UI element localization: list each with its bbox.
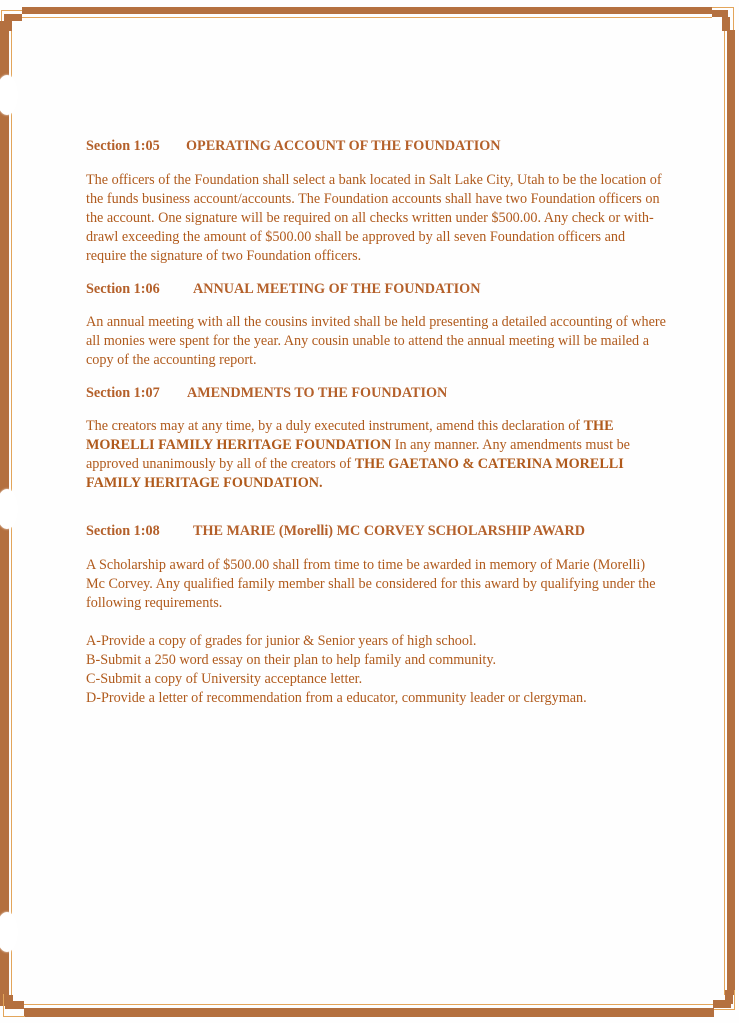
section-number: Section 1:08 [86,523,160,539]
document-body [86,137,666,708]
requirements-list [86,632,666,708]
section-body: An annual meeting with all the cousins invited shall be held presenting a detailed accounting of where all monies were spent for the year. Any cousin unable to attend the annual meeting will be mailed a copy of the accounting report. [86,314,666,368]
section-title: OPERATING ACCOUNT OF THE FOUNDATION [186,138,501,154]
section-number: Section 1:07 [86,385,160,401]
hole-punch [0,75,18,115]
foundation-name: THE MORELLI FAMILY HERITAGE FOUNDATION [86,418,614,453]
section-body [86,417,666,493]
requirement-item: B-Submit a 250 word essay on their plan to help family and community. [86,652,497,668]
section-1-06 [86,280,666,370]
section-heading [86,280,666,299]
section-heading [86,522,666,541]
section-number: Section 1:05 [86,138,160,154]
body-text: In any manner. Any amendments must be approved unanimously by all of the creators of [86,437,630,472]
requirement-item: A-Provide a copy of grades for junior & Senior years of high school. [86,633,477,649]
requirement-item: D-Provide a letter of recommendation from a educator, community leader or clergyman. [86,690,587,706]
section-1-08 [86,522,666,708]
section-title: ANNUAL MEETING OF THE FOUNDATION [193,281,481,297]
body-text: The creators may at any time, by a duly executed instrument, amend this declaration of [86,418,581,434]
section-heading [86,384,666,403]
section-title: THE MARIE (Morelli) MC CORVEY SCHOLARSHIP AWARD [193,523,586,539]
foundation-full-name: THE GAETANO & CATERINA MORELLI FAMILY HERITAGE FOUNDATION. [86,456,624,491]
hole-punch [0,912,18,952]
section-body: The officers of the Foundation shall select a bank located in Salt Lake City, Utah to be the location of the funds business account/accounts. The Foundation accounts shall have two Foundation officers on the account. One signature will be required on all checks written under $500.00. Any check or with-drawl exceeding the amount of $500.00 shall be approved by all seven Foundation officers and require the signature of two Foundation officers. [86,172,662,264]
section-body: A Scholarship award of $500.00 shall from time to time be awarded in memory of Marie (Morelli) Mc Corvey. Any qualified family member shall be considered for this award by qualifying under the following requirements. [86,557,656,611]
requirement-item: C-Submit a copy of University acceptance letter. [86,671,363,687]
section-heading [86,137,666,156]
hole-punch [0,489,18,529]
section-1-07 [86,384,666,493]
section-number: Section 1:06 [86,281,160,297]
section-1-05 [86,137,666,266]
section-title: AMENDMENTS TO THE FOUNDATION [187,385,448,401]
